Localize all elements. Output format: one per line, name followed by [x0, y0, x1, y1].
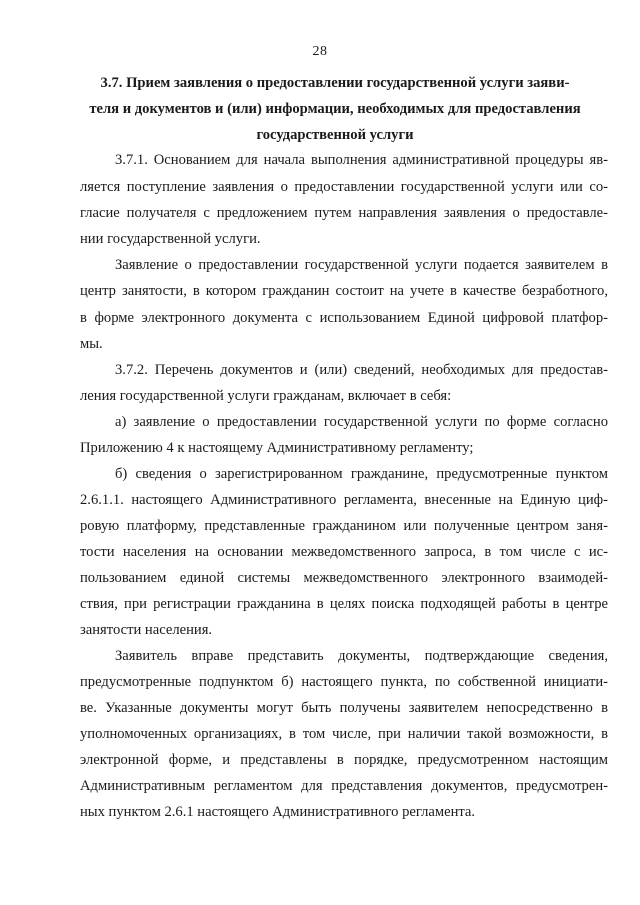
section-heading: [80, 70, 590, 148]
paragraph-line: 3.7.2. Перечень документов и (или) сведений, необходимых для предостав-: [115, 362, 608, 378]
paragraph-line: в форме электронного документа с использованием Единой цифровой платфор-: [80, 310, 608, 326]
paragraph-line: ления государственной услуги гражданам, включает в себя:: [80, 388, 452, 404]
paragraph-line: 3.7.1. Основанием для начала выполнения административной процедуры яв-: [115, 152, 608, 168]
paragraph-line: ляется поступление заявления о предоставлении государственной услуги или со-: [80, 179, 608, 195]
paragraph-line: тости населения на основании межведомственного запроса, в том числе с ис-: [80, 544, 608, 560]
heading-line-1: 3.7. Прием заявления о предоставлении государственной услуги заяви-: [100, 75, 570, 91]
paragraph-line: ствия, при регистрации гражданина в целях поиска подходящей работы в центре: [80, 596, 608, 612]
paragraph-line: б) сведения о зарегистрированном гражданине, предусмотренные пунктом: [115, 466, 608, 482]
paragraph-line: ровую платформу, представленные гражданином или полученные центром заня-: [80, 518, 608, 534]
page-number: 28: [312, 44, 328, 59]
paragraph-line: нии государственной услуги.: [80, 231, 261, 247]
paragraph-line: а) заявление о предоставлении государственной услуги по форме согласно: [115, 414, 608, 430]
heading-line-3: государственной услуги: [256, 127, 414, 143]
paragraph-line: электронной форме, и представлены в порядке, предусмотренном настоящим: [80, 752, 608, 768]
paragraph-line: ных пунктом 2.6.1 настоящего Административного регламента.: [80, 804, 476, 820]
paragraph-line: гласие получателя с предложением путем направления заявления о предоставле-: [80, 205, 608, 221]
paragraph-line: мы.: [80, 336, 103, 352]
paragraph-line: Заявитель вправе представить документы, подтверждающие сведения,: [115, 648, 608, 664]
paragraph-line: занятости населения.: [80, 622, 213, 638]
paragraph-line: ве. Указанные документы могут быть получены заявителем непосредственно в: [80, 700, 608, 716]
paragraph-line: уполномоченных организациях, в том числе, при наличии такой возможности, в: [80, 726, 608, 742]
paragraph-line: пользованием единой системы межведомственного электронного взаимодей-: [80, 570, 608, 586]
paragraph-line: Приложению 4 к настоящему Административному регламенту;: [80, 440, 474, 456]
heading-line-2: теля и документов и (или) информации, необходимых для предоставления: [89, 101, 581, 117]
paragraph-line: предусмотренные подпунктом б) настоящего пункта, по собственной инициати-: [80, 674, 608, 690]
paragraph-line: Заявление о предоставлении государственной услуги подается заявителем в: [115, 257, 608, 273]
paragraph-line: центр занятости, в котором гражданин состоит на учете в качестве безработного,: [80, 283, 608, 299]
paragraph-line: Административным регламентом для представления документов, предусмотрен-: [80, 778, 608, 794]
paragraph-line: 2.6.1.1. настоящего Административного регламента, внесенные на Единую циф-: [80, 492, 608, 508]
